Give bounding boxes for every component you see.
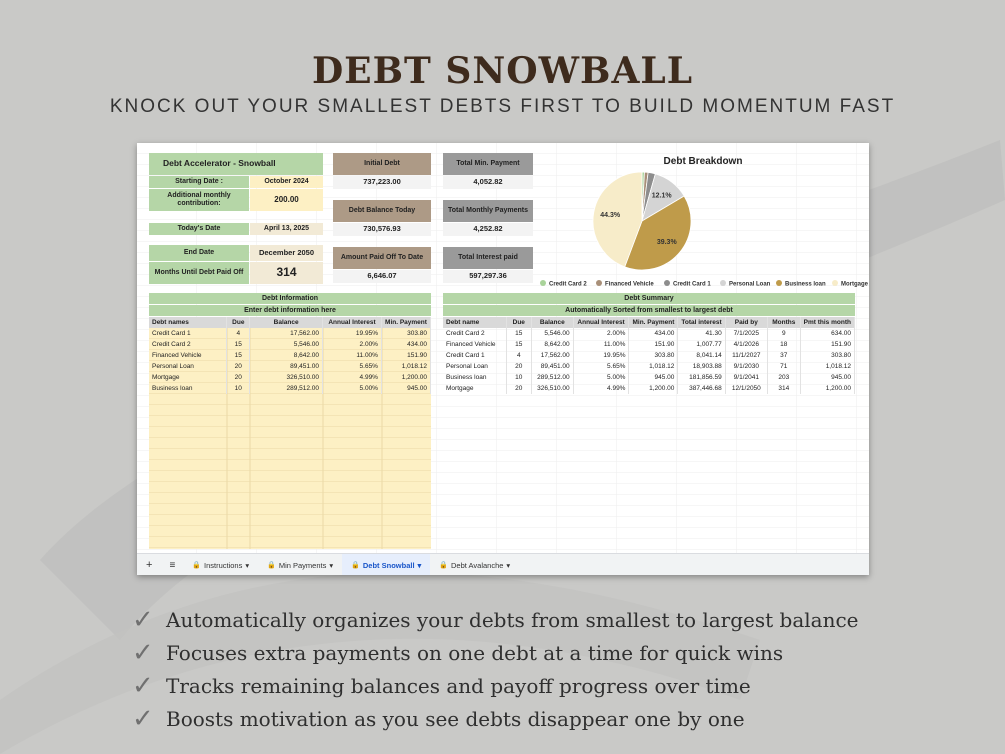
months-until-paid-label: Months Until Debt Paid Off [149,262,249,284]
chevron-down-icon[interactable]: ▾ [245,560,250,570]
end-date-value: December 2050 [250,245,323,261]
table-row[interactable] [443,372,855,383]
legend-label: Credit Card 1 [673,281,711,288]
table-cell[interactable]: 151.90 [800,339,854,350]
table-cell[interactable]: 2.00% [323,339,382,350]
sheet-tab-label: Debt Snowball [362,560,415,570]
feature-item [132,603,858,636]
table-cell[interactable]: 4.99% [573,383,629,394]
table-cell[interactable]: 71 [767,361,800,372]
table-cell[interactable]: Credit Card 1 [443,350,506,361]
sheet-tab-label: Min Payments [278,560,327,570]
page-title: DEBT SNOWBALL [311,50,694,92]
end-date-label: End Date [149,245,249,261]
table-cell[interactable]: 5.00% [323,383,382,394]
table-cell[interactable]: Business loan [149,383,227,394]
column-header[interactable]: Annual Interest [323,317,382,328]
table-cell[interactable]: 1,018.12 [629,361,678,372]
column-header[interactable]: Min. Payment [381,317,430,328]
column-header[interactable]: Due [227,317,250,328]
table-cell[interactable]: 17,562.00 [531,350,573,361]
total-interest-value: 597,297.36 [443,270,533,283]
table-row[interactable] [443,328,855,339]
feature-list [132,603,858,735]
legend-swatch [832,280,838,286]
table-cell[interactable]: 20 [506,383,531,394]
table-cell[interactable]: Financed Vehicle [149,350,227,361]
table-cell[interactable]: 17,562.00 [250,328,323,339]
table-cell[interactable]: 289,512.00 [531,372,573,383]
table-cell[interactable]: 326,510.00 [531,383,573,394]
checkmark-icon: ✓ [132,604,154,635]
table-cell[interactable]: 18,903.88 [678,361,725,372]
table-cell[interactable]: Credit Card 2 [443,328,506,339]
table-cell[interactable]: 1,007.77 [678,339,725,350]
sheet-tab-label: Instructions [204,560,243,570]
column-header[interactable]: Due [506,317,531,328]
table-cell[interactable]: 4.99% [323,372,382,383]
start-date-label: Starting Date : [149,176,249,188]
legend-label: Credit Card 2 [549,281,587,288]
sheet-tab[interactable] [183,554,258,575]
debt-balance-value: 730,576.93 [333,223,431,236]
sheet-tab-label: Debt Avalanche [451,560,504,570]
legend-label: Mortgage [841,281,868,288]
table-row[interactable] [443,350,855,361]
table-cell[interactable]: 5.00% [573,372,629,383]
pie-data-label: 12.1% [651,192,672,200]
table-cell[interactable]: 5,546.00 [531,328,573,339]
sheet-tab-bar [137,553,869,575]
initial-debt-label: Initial Debt [333,153,431,175]
table-cell[interactable]: 8,642.00 [531,339,573,350]
feature-item [132,669,858,702]
table-cell[interactable]: Credit Card 2 [149,339,227,350]
column-header[interactable]: Balance [250,317,323,328]
table-cell[interactable]: 15 [227,339,250,350]
table-cell[interactable]: 41.30 [678,328,725,339]
table-cell[interactable]: 11.00% [573,339,629,350]
checkmark-icon: ✓ [132,670,154,701]
amount-paid-off-value: 6,646.07 [333,270,431,283]
table-cell[interactable]: Business loan [443,372,506,383]
table-cell[interactable]: 19.95% [573,350,629,361]
debt-summary-subtitle: Automatically Sorted from smallest to largest debt [443,305,855,316]
today-date-value: April 13, 2025 [250,223,323,235]
table-cell[interactable]: 18 [767,339,800,350]
column-header[interactable]: Paid by [725,317,767,328]
chevron-down-icon[interactable]: ▾ [329,560,334,570]
table-cell[interactable]: 15 [506,328,531,339]
debt-breakdown-chart [537,149,869,291]
table-cell[interactable]: 89,451.00 [250,361,323,372]
column-header[interactable]: Pmt this month [800,317,854,328]
legend-swatch [664,280,670,286]
table-row[interactable] [443,339,855,350]
legend-label: Personal Loan [729,281,771,288]
total-min-payment-value: 4,052.82 [443,176,533,189]
table-cell[interactable]: 15 [227,350,250,361]
table-cell[interactable]: 37 [767,350,800,361]
table-row[interactable] [443,383,855,394]
table-cell[interactable]: 7/1/2025 [725,328,767,339]
table-cell[interactable]: 303.80 [381,328,430,339]
table-cell[interactable]: 9/1/2030 [725,361,767,372]
table-cell[interactable]: 4/1/2026 [725,339,767,350]
table-cell[interactable]: 2.00% [573,328,629,339]
checkmark-icon: ✓ [132,703,154,734]
table-cell[interactable]: 326,510.00 [250,372,323,383]
checkmark-icon: ✓ [132,637,154,668]
today-date-label: Today's Date [149,223,249,235]
table-cell[interactable]: 289,512.00 [250,383,323,394]
legend-label: Business loan [785,281,826,288]
table-cell[interactable]: 945.00 [800,372,854,383]
debt-summary-table [443,317,855,394]
table-cell[interactable]: 4 [506,350,531,361]
table-cell[interactable]: 387,446.68 [678,383,725,394]
table-row[interactable] [149,339,431,350]
table-cell[interactable]: 1,200.00 [381,372,430,383]
table-cell[interactable]: 15 [506,339,531,350]
debt-info-subtitle: Enter debt information here [149,305,431,316]
table-cell[interactable]: 434.00 [629,328,678,339]
additional-contribution-value[interactable]: 200.00 [250,189,323,211]
add-sheet-button[interactable]: + [146,559,153,571]
column-header[interactable]: Debt names [149,317,227,328]
chevron-down-icon[interactable]: ▾ [417,560,422,570]
page-subtitle: KNOCK OUT YOUR SMALLEST DEBTS FIRST TO BUILD MOMENTUM FAST [109,96,896,117]
column-header[interactable]: Debt name [443,317,506,328]
table-cell[interactable]: 203 [767,372,800,383]
lock-icon: 🔒 [192,562,201,569]
table-cell[interactable]: 303.80 [800,350,854,361]
column-header[interactable]: Annual Interest [573,317,629,328]
sheet-tab[interactable] [258,554,342,575]
additional-contribution-label: Additional monthly contribution: [149,189,249,211]
debt-summary-title: Debt Summary [443,293,855,304]
table-cell[interactable]: 1,200.00 [629,383,678,394]
debt-info-table [149,317,431,394]
table-row[interactable] [149,328,431,339]
table-cell[interactable]: Personal Loan [443,361,506,372]
total-min-payment-label: Total Min. Payment [443,153,533,175]
table-cell[interactable]: Mortgage [149,372,227,383]
table-cell[interactable]: 1,018.12 [381,361,430,372]
total-interest-label: Total Interest paid [443,247,533,269]
lock-icon: 🔒 [351,562,360,569]
total-monthly-payments-value: 4,252.82 [443,223,533,236]
table-row[interactable] [149,383,431,394]
table-cell[interactable]: 9 [767,328,800,339]
chart-title: Debt Breakdown [663,156,743,167]
debt-balance-label: Debt Balance Today [333,200,431,222]
feature-text: Tracks remaining balances and payoff progress over time [166,673,751,698]
table-cell[interactable]: 11.00% [323,350,382,361]
all-sheets-menu-icon[interactable]: ≡ [169,559,176,571]
table-cell[interactable]: 151.90 [381,350,430,361]
column-header[interactable]: Total interest [678,317,725,328]
pie-data-label: 39.3% [656,238,677,246]
table-cell[interactable]: Mortgage [443,383,506,394]
column-header[interactable]: Months [767,317,800,328]
legend-swatch [596,280,602,286]
table-cell[interactable]: 1,200.00 [800,383,854,394]
amount-paid-off-label: Amount Paid Off To Date [333,247,431,269]
table-cell[interactable]: 20 [227,361,250,372]
feature-text: Automatically organizes your debts from smallest to largest balance [166,607,859,632]
table-cell[interactable]: 9/1/2041 [725,372,767,383]
table-cell[interactable]: 434.00 [381,339,430,350]
table-cell[interactable]: 8,041.14 [678,350,725,361]
legend-label: Financed Vehicle [605,281,654,288]
table-cell[interactable]: 20 [506,361,531,372]
table-row[interactable] [149,350,431,361]
table-cell[interactable]: 634.00 [800,328,854,339]
table-cell[interactable]: 10 [506,372,531,383]
start-date-value[interactable]: October 2024 [250,176,323,188]
table-cell[interactable]: 151.90 [629,339,678,350]
feature-item [132,636,858,669]
lock-icon: 🔒 [439,562,449,569]
table-cell[interactable]: 181,856.59 [678,372,725,383]
total-monthly-payments-label: Total Monthly Payments [443,200,533,222]
table-cell[interactable]: Financed Vehicle [443,339,506,350]
table-cell[interactable]: 303.80 [629,350,678,361]
pie-data-label: 44.3% [600,212,621,220]
table-cell[interactable]: 5.65% [573,361,629,372]
table-cell[interactable]: 11/1/2027 [725,350,767,361]
feature-text: Focuses extra payments on one debt at a time for quick wins [166,640,784,665]
table-cell[interactable]: 945.00 [629,372,678,383]
lock-icon: 🔒 [267,562,276,569]
initial-debt-value: 737,223.00 [333,176,431,189]
debt-info-title: Debt Information [149,293,431,304]
chevron-down-icon[interactable]: ▾ [506,560,511,570]
table-row[interactable] [443,361,855,372]
sheet-header: Debt Accelerator - Snowball [149,153,323,175]
sheet-tab[interactable] [430,554,519,575]
legend-swatch [776,280,782,286]
column-header[interactable]: Balance [531,317,573,328]
legend-swatch [540,280,546,286]
legend-swatch [720,280,726,286]
table-cell[interactable]: 10 [227,383,250,394]
table-cell[interactable]: 5.65% [323,361,382,372]
table-cell[interactable]: 12/1/2050 [725,383,767,394]
spreadsheet-window [137,143,869,575]
table-cell[interactable]: 20 [227,372,250,383]
table-cell[interactable]: 314 [767,383,800,394]
table-cell[interactable]: 8,642.00 [250,350,323,361]
table-row[interactable] [149,372,431,383]
sheet-tab[interactable] [342,554,430,575]
sheet-tabs [183,554,519,575]
table-cell[interactable]: 4 [227,328,250,339]
table-cell[interactable]: 19.95% [323,328,382,339]
table-cell[interactable]: Credit Card 1 [149,328,227,339]
months-until-paid-value: 314 [250,262,323,284]
table-cell[interactable]: Personal Loan [149,361,227,372]
feature-item [132,702,858,735]
table-cell[interactable]: 5,546.00 [250,339,323,350]
table-row[interactable] [149,361,431,372]
table-cell[interactable]: 89,451.00 [531,361,573,372]
feature-text: Boosts motivation as you see debts disappear one by one [166,706,745,731]
table-cell[interactable]: 945.00 [381,383,430,394]
column-header[interactable]: Min. Payment [629,317,678,328]
table-cell[interactable]: 1,018.12 [800,361,854,372]
